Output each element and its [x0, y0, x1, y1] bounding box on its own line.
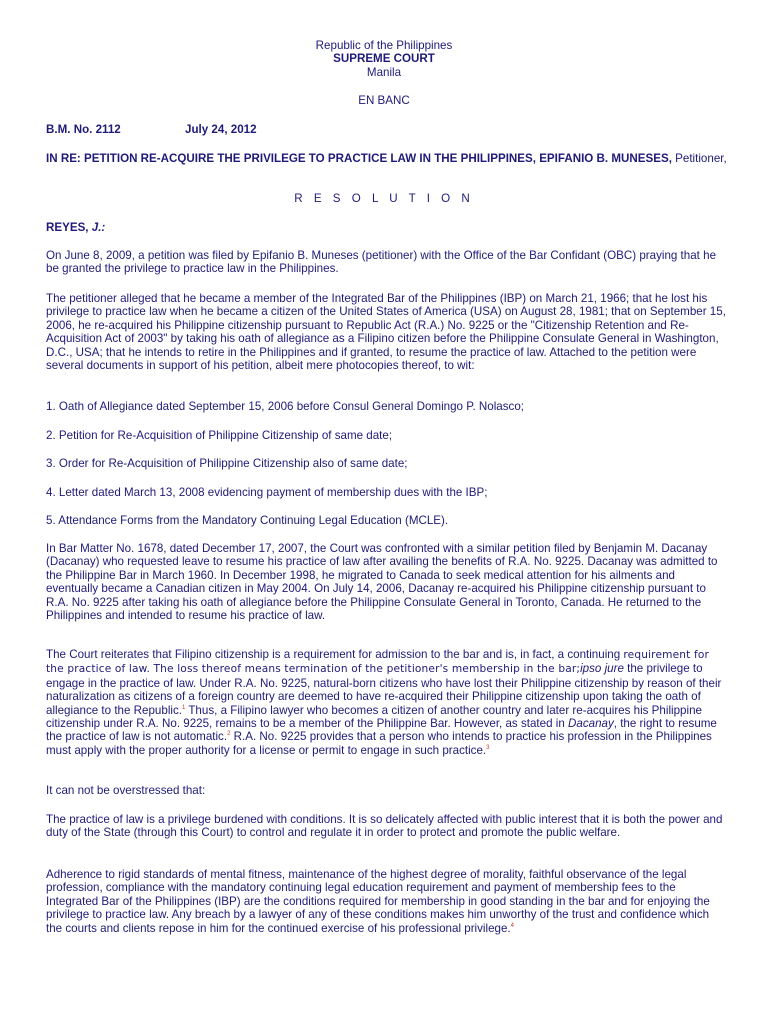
paragraph-1: On June 8, 2009, a petition was filed by Epifanio B. Muneses (petitioner) with the Office of the Bar Confidant (OBC) praying that he be granted the privilege to practice law in the Philippines. [46, 249, 717, 276]
p4-part-d: the privilege to engage in the practice of law. Under R.A. No. 9225, natural-born citizens who have lost their Philippine citizenship by reason of their naturalization as citizens of a foreign country are deemed to have re-acquired their Philippine citizenship upon taking the oath of allegiance to the Republic. [46, 662, 722, 717]
republic-line: Republic of the Philippines [315, 39, 453, 52]
case-title [46, 152, 728, 165]
p4-part-h: R.A. No. 9225 provides that a person who intends to practice his profession in the Philippines must apply with the proper authority for a license or permit to engage in such practice. [46, 730, 712, 757]
paragraph-2: The petitioner alleged that he became a member of the Integrated Bar of the Philippines (IBP) on March 21, 1966; that he lost his privilege to practice law when he became a citizen of the United States of America (USA) on August 28, 1981; that on September 15, 2006, he re-acquired his Philippine citizenship pursuant to Republic Act (R.A.) No. 9225 or the "Citizenship Retention and Re-Acquisition Act of 2003" by taking his oath of allegiance as a Filipino citizen before the Philippine Consulate General in Washington, D.C., USA; that he intends to retire in the Philippines and if granted, to resume the practice of law. Attached to the petition were several documents in support of his petition, albeit mere photocopies thereof, to wit: [46, 292, 726, 373]
resolution-heading: R E S O L U T I O N [294, 192, 474, 205]
p4-part-g: , the right to resume the practice of law is not automatic. [46, 717, 717, 744]
ponente-suffix: J.: [91, 221, 106, 234]
p4-part-b: requirement for the practice of law. The loss thereof means termination of the petitioner's membership in the bar; [46, 649, 709, 676]
footnote-ref-3[interactable]: 3 [486, 744, 490, 751]
ponente-name: REYES, [46, 221, 89, 234]
footnote-ref-4[interactable]: 4 [510, 922, 514, 929]
p4-part-e: Thus, a Filipino lawyer who becomes a citizen of another country and later re-acquires his Philippine citizenship under R.A. No. 9225, remains to be a member of the Philippine Bar. However, as stated in [46, 703, 702, 731]
case-title-text: IN RE: PETITION RE-ACQUIRE THE PRIVILEGE TO PRACTICE LAW IN THE PHILIPPINES, EPIFANIO B. MUNESES, [46, 152, 672, 165]
paragraph-7 [46, 868, 728, 935]
p4-part-a: The Court reiterates that Filipino citizenship is a requirement for admission to the bar and is, in fact, a continuing [46, 648, 624, 661]
case-date: July 24, 2012 [185, 123, 257, 136]
paragraph-3: In Bar Matter No. 1678, dated December 17, 2007, the Court was confronted with a similar petition filed by Benjamin M. Dacanay (Dacanay) who requested leave to resume his practice of law after availing the benefits of R.A. No. 9225. Dacanay was admitted to the Philippine Bar in March 1960. In December 1998, he migrated to Canada to seek medical attention for his ailments and eventually became a Canadian citizen in May 2004. On July 14, 2006, Dacanay re-acquired his Philippine citizenship pursuant to R.A. No. 9225 after taking his oath of allegiance before the Philippine Consulate General in Toronto, Canada. He returned to the Philippines and intended to resume his practice of law. [46, 542, 718, 623]
division-line: EN BANC [358, 94, 410, 107]
list-item-3: 3. Order for Re-Acquisition of Philippine Citizenship also of same date; [46, 457, 408, 470]
paragraph-5: It can not be overstressed that: [46, 784, 206, 797]
court-name: SUPREME COURT [333, 52, 435, 65]
list-item-1: 1. Oath of Allegiance dated September 15, 2006 before Consul General Domingo P. Nolasco; [46, 400, 525, 413]
case-role: Petitioner, [675, 152, 727, 165]
p4-ipso-jure: ipso jure [580, 662, 624, 676]
paragraph-6: The practice of law is a privilege burdened with conditions. It is so delicately affected with public interest that it is both the power and duty of the State (through this Court) to control and regulate it in order to protect and promote the public welfare. [46, 813, 723, 840]
list-item-4: 4. Letter dated March 13, 2008 evidencing payment of membership dues with the IBP; [46, 486, 488, 499]
paragraph-4 [46, 648, 728, 757]
footnote-ref-2[interactable]: 2 [227, 731, 231, 738]
case-number: B.M. No. 2112 [46, 123, 121, 136]
ponente [46, 221, 728, 234]
footnote-ref-1[interactable]: 1 [182, 704, 186, 711]
list-item-5: 5. Attendance Forms from the Mandatory Continuing Legal Education (MCLE). [46, 514, 449, 527]
p7-text: Adherence to rigid standards of mental fitness, maintenance of the highest degree of morality, faithful observance of the legal profession, compliance with the mandatory continuing legal education requirement and payment of membership fees to the Integrated Bar of the Philippines (IBP) are the conditions required for membership in good standing in the bar and for enjoying the privilege to practice law. Any breach by a lawyer of any of these conditions makes him unworthy of the trust and confidence which the courts and clients repose in him for the continued exercise of his professional privilege. [46, 868, 710, 935]
list-item-2: 2. Petition for Re-Acquisition of Philippine Citizenship of same date; [46, 429, 393, 442]
case-line [46, 123, 728, 136]
p4-dacanay: Dacanay [568, 717, 614, 731]
city-line: Manila [366, 66, 402, 79]
